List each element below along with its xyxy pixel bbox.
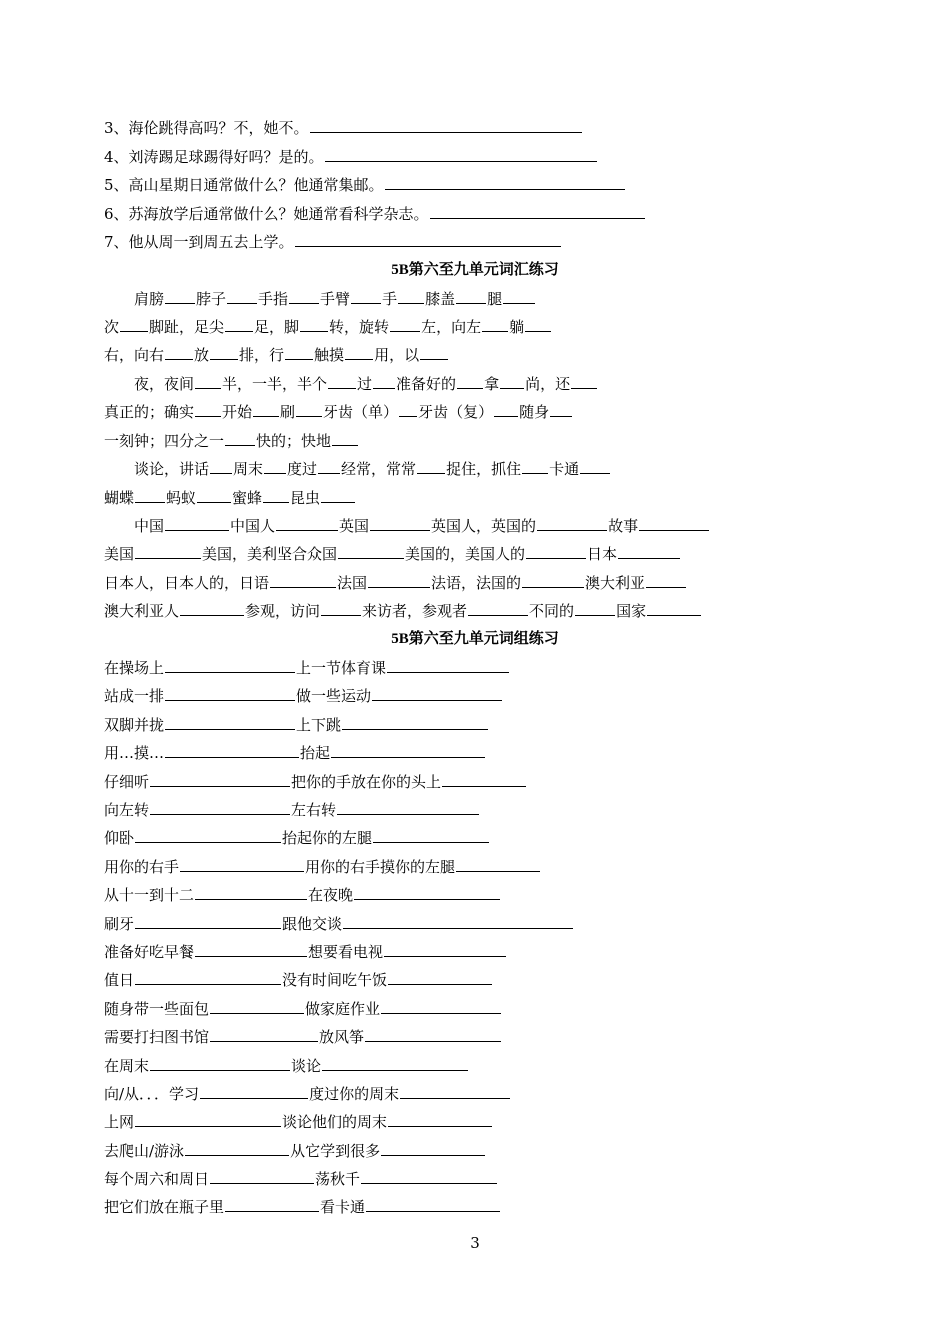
answer-blank[interactable] — [227, 288, 257, 304]
answer-blank[interactable] — [195, 401, 221, 417]
answer-blank[interactable] — [381, 1140, 485, 1156]
answer-blank[interactable] — [225, 1196, 319, 1212]
answer-blank[interactable] — [494, 401, 518, 417]
answer-blank[interactable] — [366, 1196, 500, 1212]
answer-blank[interactable] — [135, 1111, 281, 1127]
answer-blank[interactable] — [618, 543, 680, 559]
answer-blank[interactable] — [225, 316, 253, 332]
answer-blank[interactable] — [390, 316, 420, 332]
answer-blank[interactable] — [210, 344, 238, 360]
answer-blank[interactable] — [580, 458, 610, 474]
question-5: 5、高山星期日通常做什么？他通常集邮。 — [104, 174, 626, 196]
answer-blank[interactable] — [135, 487, 165, 503]
answer-blank[interactable] — [385, 174, 625, 190]
answer-blank[interactable] — [354, 884, 500, 900]
answer-blank[interactable] — [165, 657, 295, 673]
answer-blank[interactable] — [370, 515, 430, 531]
answer-blank[interactable] — [482, 316, 508, 332]
answer-blank[interactable] — [263, 487, 289, 503]
vocab-line: 日本人，日本人的，日语 法国 法语，法国的 澳大利亚 — [104, 572, 687, 594]
phrase-line: 刷牙 跟他交谈 — [104, 913, 574, 935]
answer-blank[interactable] — [195, 941, 307, 957]
phrase-line: 在周末 谈论 — [104, 1055, 469, 1077]
question-7: 7、他从周一到周五去上学。 — [104, 231, 562, 253]
phrase-line: 把它们放在瓶子里 看卡通 — [104, 1196, 501, 1218]
answer-blank[interactable] — [310, 117, 582, 133]
answer-blank[interactable] — [398, 288, 424, 304]
answer-blank[interactable] — [120, 316, 148, 332]
answer-blank[interactable] — [365, 1026, 501, 1042]
answer-blank[interactable] — [522, 458, 548, 474]
answer-blank[interactable] — [331, 742, 485, 758]
answer-blank[interactable] — [430, 203, 645, 219]
answer-blank[interactable] — [372, 685, 502, 701]
phrase-line: 双脚并拢 上下跳 — [104, 714, 489, 736]
vocab-line: 右，向右 放 排，行 触摸 用，以 — [104, 344, 449, 366]
answer-blank[interactable] — [373, 373, 395, 389]
phrase-line: 向左转 左右转 — [104, 799, 480, 821]
answer-blank[interactable] — [399, 401, 417, 417]
vocab-line: 夜，夜间 半，一半，半个 过 准备好的 拿 尚，还 — [134, 373, 598, 395]
phrase-line: 每个周六和周日 荡秋千 — [104, 1168, 498, 1190]
answer-blank[interactable] — [150, 799, 290, 815]
answer-blank[interactable] — [332, 430, 358, 446]
answer-blank[interactable] — [328, 373, 356, 389]
answer-blank[interactable] — [185, 1140, 289, 1156]
vocab-line: 肩膀 脖子 手指 手臂 手 膝盖 腿 — [134, 288, 536, 310]
answer-blank[interactable] — [321, 487, 355, 503]
vocab-line: 美国 美国，美利坚合众国 美国的，美国人的 日本 — [104, 543, 681, 565]
answer-blank[interactable] — [253, 401, 279, 417]
answer-blank[interactable] — [337, 799, 479, 815]
answer-blank[interactable] — [322, 1055, 468, 1071]
phrase-line: 上网 谈论他们的周末 — [104, 1111, 493, 1133]
answer-blank[interactable] — [180, 856, 304, 872]
answer-blank[interactable] — [165, 714, 295, 730]
answer-blank[interactable] — [289, 288, 319, 304]
vocab-line: 蝴蝶 蚂蚁 蜜蜂 昆虫 — [104, 487, 356, 509]
answer-blank[interactable] — [321, 600, 361, 616]
answer-blank[interactable] — [550, 401, 572, 417]
answer-blank[interactable] — [295, 231, 561, 247]
answer-blank[interactable] — [646, 572, 686, 588]
answer-blank[interactable] — [210, 998, 304, 1014]
answer-blank[interactable] — [525, 316, 551, 332]
answer-blank[interactable] — [225, 430, 255, 446]
phrase-line: 向/从．．．学习 度过你的周末 — [104, 1083, 511, 1105]
answer-blank[interactable] — [522, 572, 584, 588]
phrase-line: 需要打扫图书馆 放风筝 — [104, 1026, 502, 1048]
vocab-line: 一刻钟；四分之一 快的；快地 — [104, 430, 359, 452]
answer-blank[interactable] — [150, 771, 290, 787]
answer-blank[interactable] — [373, 827, 489, 843]
answer-blank[interactable] — [442, 771, 526, 787]
question-4: 4、刘涛踢足球踢得好吗？是的。 — [104, 146, 598, 168]
answer-blank[interactable] — [420, 344, 448, 360]
phrase-line: 在操场上 上一节体育课 — [104, 657, 510, 679]
answer-blank[interactable] — [526, 543, 586, 559]
answer-blank[interactable] — [400, 1083, 510, 1099]
answer-blank[interactable] — [384, 941, 506, 957]
answer-blank[interactable] — [468, 600, 528, 616]
vocab-line: 中国 中国人 英国 英国人，英国的 故事 — [134, 515, 710, 537]
answer-blank[interactable] — [345, 344, 373, 360]
answer-blank[interactable] — [456, 856, 540, 872]
vocab-line: 真正的；确实 开始 刷 牙齿（单） 牙齿（复） 随身 — [104, 401, 573, 423]
phrase-line: 准备好吃早餐 想要看电视 — [104, 941, 507, 963]
phrase-line: 值日 没有时间吃午饭 — [104, 969, 493, 991]
answer-blank[interactable] — [210, 458, 232, 474]
answer-blank[interactable] — [318, 458, 340, 474]
answer-blank[interactable] — [456, 288, 486, 304]
phrase-line: 用…摸… 抬起 — [104, 742, 486, 764]
answer-blank[interactable] — [165, 344, 193, 360]
answer-blank[interactable] — [575, 600, 615, 616]
phrase-heading: 5B第六至九单元词组练习 — [391, 631, 559, 647]
answer-blank[interactable] — [180, 600, 244, 616]
phrase-line: 仔细听 把你的手放在你的头上 — [104, 771, 527, 793]
answer-blank[interactable] — [150, 1055, 290, 1071]
phrase-line: 随身带一些面包 做家庭作业 — [104, 998, 502, 1020]
vocab-line: 次 脚趾，足尖 足，脚 转，旋转 左，向左 躺 — [104, 316, 552, 338]
answer-blank[interactable] — [537, 515, 607, 531]
answer-blank[interactable] — [388, 969, 492, 985]
answer-blank[interactable] — [387, 657, 509, 673]
question-3: 3、海伦跳得高吗？不，她不。 — [104, 117, 583, 139]
answer-blank[interactable] — [500, 373, 524, 389]
answer-blank[interactable] — [368, 572, 430, 588]
answer-blank[interactable] — [165, 515, 229, 531]
answer-blank[interactable] — [381, 998, 501, 1014]
phrase-line: 去爬山/游泳 从它学到很多 — [104, 1140, 486, 1162]
answer-blank[interactable] — [276, 515, 338, 531]
answer-blank[interactable] — [503, 288, 535, 304]
page-number: 3 — [470, 1234, 480, 1252]
vocab-heading: 5B第六至九单元词汇练习 — [391, 262, 559, 278]
answer-blank[interactable] — [351, 288, 381, 304]
answer-blank[interactable] — [200, 1083, 308, 1099]
answer-blank[interactable] — [325, 146, 597, 162]
answer-blank[interactable] — [296, 401, 322, 417]
answer-blank[interactable] — [300, 316, 328, 332]
answer-blank[interactable] — [639, 515, 709, 531]
answer-blank[interactable] — [647, 600, 701, 616]
answer-blank[interactable] — [195, 373, 221, 389]
answer-blank[interactable] — [361, 1168, 497, 1184]
vocab-line: 谈论，讲话 周末 度过 经常，常常 捉住，抓住 卡通 — [134, 458, 611, 480]
answer-blank[interactable] — [571, 373, 597, 389]
answer-blank[interactable] — [338, 543, 404, 559]
answer-blank[interactable] — [210, 1026, 318, 1042]
question-6: 6、苏海放学后通常做什么？她通常看科学杂志。 — [104, 203, 646, 225]
answer-blank[interactable] — [417, 458, 445, 474]
answer-blank[interactable] — [165, 685, 295, 701]
answer-blank[interactable] — [210, 1168, 314, 1184]
answer-blank[interactable] — [457, 373, 483, 389]
answer-blank[interactable] — [343, 913, 573, 929]
answer-blank[interactable] — [342, 714, 488, 730]
phrase-line: 站成一排 做一些运动 — [104, 685, 503, 707]
answer-blank[interactable] — [135, 913, 281, 929]
answer-blank[interactable] — [135, 543, 201, 559]
answer-blank[interactable] — [135, 827, 281, 843]
answer-blank[interactable] — [197, 487, 231, 503]
phrase-line: 仰卧 抬起你的左腿 — [104, 827, 490, 849]
answer-blank[interactable] — [165, 288, 195, 304]
answer-blank[interactable] — [270, 572, 336, 588]
answer-blank[interactable] — [388, 1111, 492, 1127]
vocab-line: 澳大利亚人 参观，访问 来访者，参观者 不同的 国家 — [104, 600, 702, 622]
answer-blank[interactable] — [195, 884, 307, 900]
phrase-line: 用你的右手 用你的右手摸你的左腿 — [104, 856, 541, 878]
answer-blank[interactable] — [165, 742, 299, 758]
answer-blank[interactable] — [135, 969, 281, 985]
answer-blank[interactable] — [264, 458, 286, 474]
phrase-line: 从十一到十二 在夜晚 — [104, 884, 501, 906]
answer-blank[interactable] — [285, 344, 313, 360]
